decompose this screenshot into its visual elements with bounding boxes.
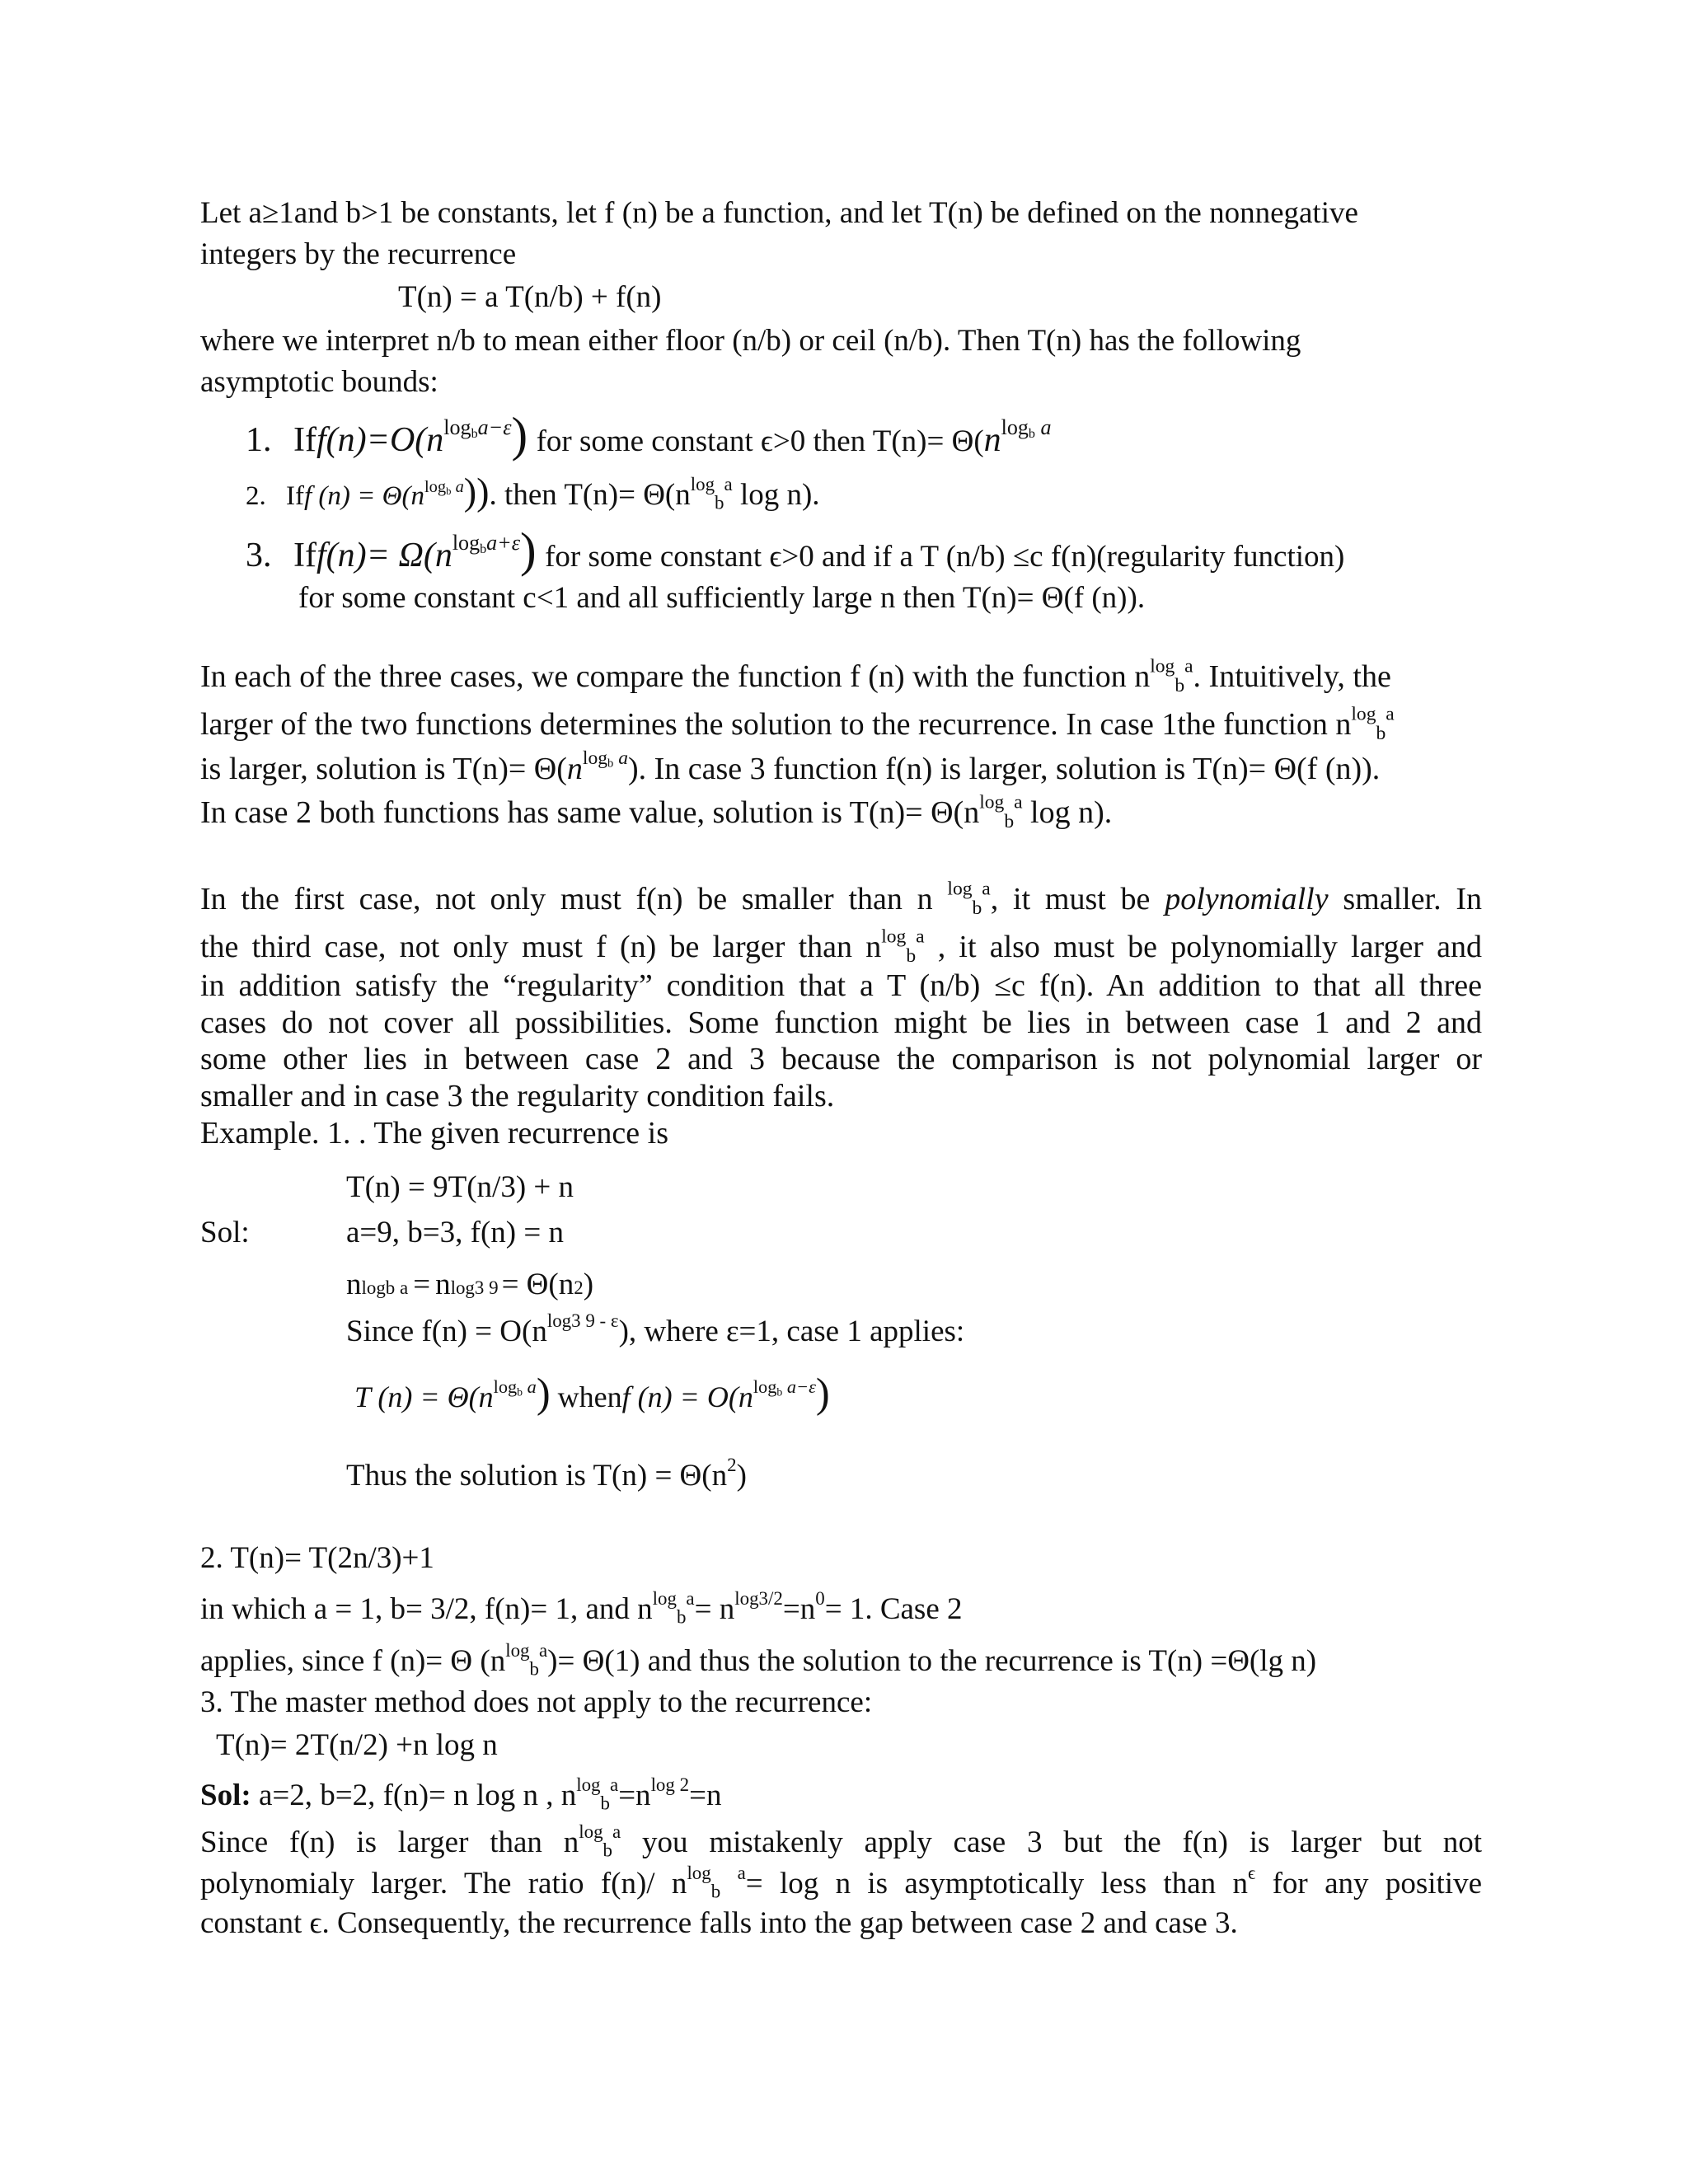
para3-line-6: smaller and in case 3 the regularity condition fails. [200,1079,835,1113]
intro-line-3: where we interpret n/b to mean either floor (n/b) or ceil (n/b). Then T(n) has the following [200,324,1301,358]
para3-line-5: some other lies in between case 2 and 3 because the comparison is not polynomial larger or [200,1042,1482,1076]
example-3-line-2: Since f(n) is larger than $n^{log}_b^a$ you mistakenly apply case 3 but the f(n) is larger but not [200,1821,1483,1861]
intro-line-1: Let a≥1and b>1 be constants, let f (n) be a function, and let T(n) be defined on the nonnegative [200,196,1358,230]
case-1-result-exponent: logb a [1001,415,1052,442]
example-1-formula: T $(n) = \Theta(n^{log_b a})$ whenf $(n) = O(n^{log_b a-\varepsilon})$ [354,1370,830,1416]
example-2-line-1: in which a = 1, b= 3/2, f(n)= 1, and $n^{log}_b^a= n^{log3/2}=n^0= 1$. Case 2 [200,1587,963,1628]
case-3-number: 3. [246,537,272,574]
example-1-since: Since $f(n) = O(n^{log3 9 - \varepsilon})$, where ε=1, case 1 applies: [346,1310,965,1348]
example-1-params: a=9, b=3, f(n) = n [346,1216,564,1249]
intro-line-2: integers by the recurrence [200,237,517,271]
example-2-line-2: applies, since f (n)= Θ $(n^{log}_b^a)= \Theta(1)$ and thus the solution to the recurrence is T(n) =Θ(lg n) [200,1639,1317,1680]
example-1-nlog: nlogb a = nlog3 9 = Θ(n2) [346,1268,594,1301]
case-2: 2. Iff $(n) = \Theta(n^{log_b a})$). then $T(n)= \Theta(n^{log}_b^a$ log n). [246,471,820,513]
recurrence-definition: T(n) = a T(n/b) + f(n) [398,280,662,314]
para2-line-3: is larger, solution is $T(n)= \Theta(n^{log_b a})$. In case 3 function f(n) is larger, solution is T(n)= Θ(f (n)). [200,748,1381,786]
para3-line-2: the third case, not only must f (n) be larger than $n^{log}_b^a$ , it also must be polynomially larger and [200,926,1483,967]
para2-line-1: In each of the three cases, we compare the function f (n) with the function $n^{log}_b^a$. Intuitively, the [200,655,1391,696]
case-1-f: f(n)=O(n [316,421,444,459]
example-1-solution: Thus the solution is $T(n) = \Theta(n^2)$ [346,1454,747,1493]
case-2-text: . then $T(n)= \Theta(n^{log}_b^a$ log n). [489,473,820,513]
case-3-line-2: for some constant c<1 and all sufficiently large n then T(n)= Θ(f (n)). [298,581,1146,615]
para3-line-1: In the first case, not only must f(n) be smaller than n $^{log}_b^a$, it must be polynomially smaller. In [200,878,1483,919]
case-2-f: f (n) = Θ( [303,481,411,511]
para2-line-2: larger of the two functions determines the solution to the recurrence. In case 1the function $n^{log}_b^a$ [200,703,1395,744]
case-1-close: ) [511,408,528,462]
case-1-exponent: logba−ε [443,415,512,442]
example-2-title: 2. T(n)= T(2n/3)+1 [200,1541,434,1575]
intro-line-4: asymptotic bounds: [200,365,438,399]
para3-line-4: cases do not cover all possibilities. Some function might be lies in between case 1 and 2 and [200,1005,1482,1040]
example-3-sol: Sol: a=2, b=2, f(n)= n log n , $n^{log}_b^a=n^{log 2}=n$ [200,1774,722,1814]
example-1-heading: Example. 1. . The given recurrence is [200,1116,669,1151]
example-3-sol-label: Sol: [200,1779,251,1812]
para2-line-4: In case 2 both functions has same value, solution is $T(n)= \Theta(n^{log}_b^a$ log n). [200,791,1113,832]
case-1-text: for some constant ϵ>0 then T(n)= Θ( [536,424,984,458]
case-3: 3. $Iff(n)= \Omega(n^{log_ba+\varepsilon})$ for some constant ϵ>0 and if a T (n/b) ≤c f(n)(regularity function) [246,523,1345,577]
example-3-line-4: constant ϵ. Consequently, the recurrence falls into the gap between case 2 and case 3. [200,1906,1238,1940]
case-1: 1. $Iff(n)=O(n^{log_ba-\varepsilon})$ for some constant ϵ>0 then $T(n)= \Theta(n^{log_b a}$ [246,408,1052,462]
case-2-number: 2. [246,481,266,511]
example-3-heading: 3. The master method does not apply to the recurrence: [200,1685,873,1719]
example-3-recurrence: T(n)= 2T(n/2) +n log n [216,1728,498,1762]
case-1-number: 1. [246,421,272,459]
case-3-f: f(n)= Ω(n [316,537,452,574]
para3-line-3: in addition satisfy the “regularity” condition that a T (n/b) ≤c f(n). An addition to that all three [200,968,1482,1003]
example-1-recurrence: T(n) = 9T(n/3) + n [346,1170,574,1204]
case-1-if: If [293,421,316,459]
example-1-sol-label: Sol: [200,1216,250,1249]
case-3-text: for some constant ϵ>0 and if a T (n/b) ≤c f(n)(regularity function) [545,540,1345,574]
example-3-line-3: polynomialy larger. The ratio f(n)/ $n^{log}_b$ $^a$= log n is asymptotically less than $n^\epsilon$ for any positive [200,1862,1483,1902]
